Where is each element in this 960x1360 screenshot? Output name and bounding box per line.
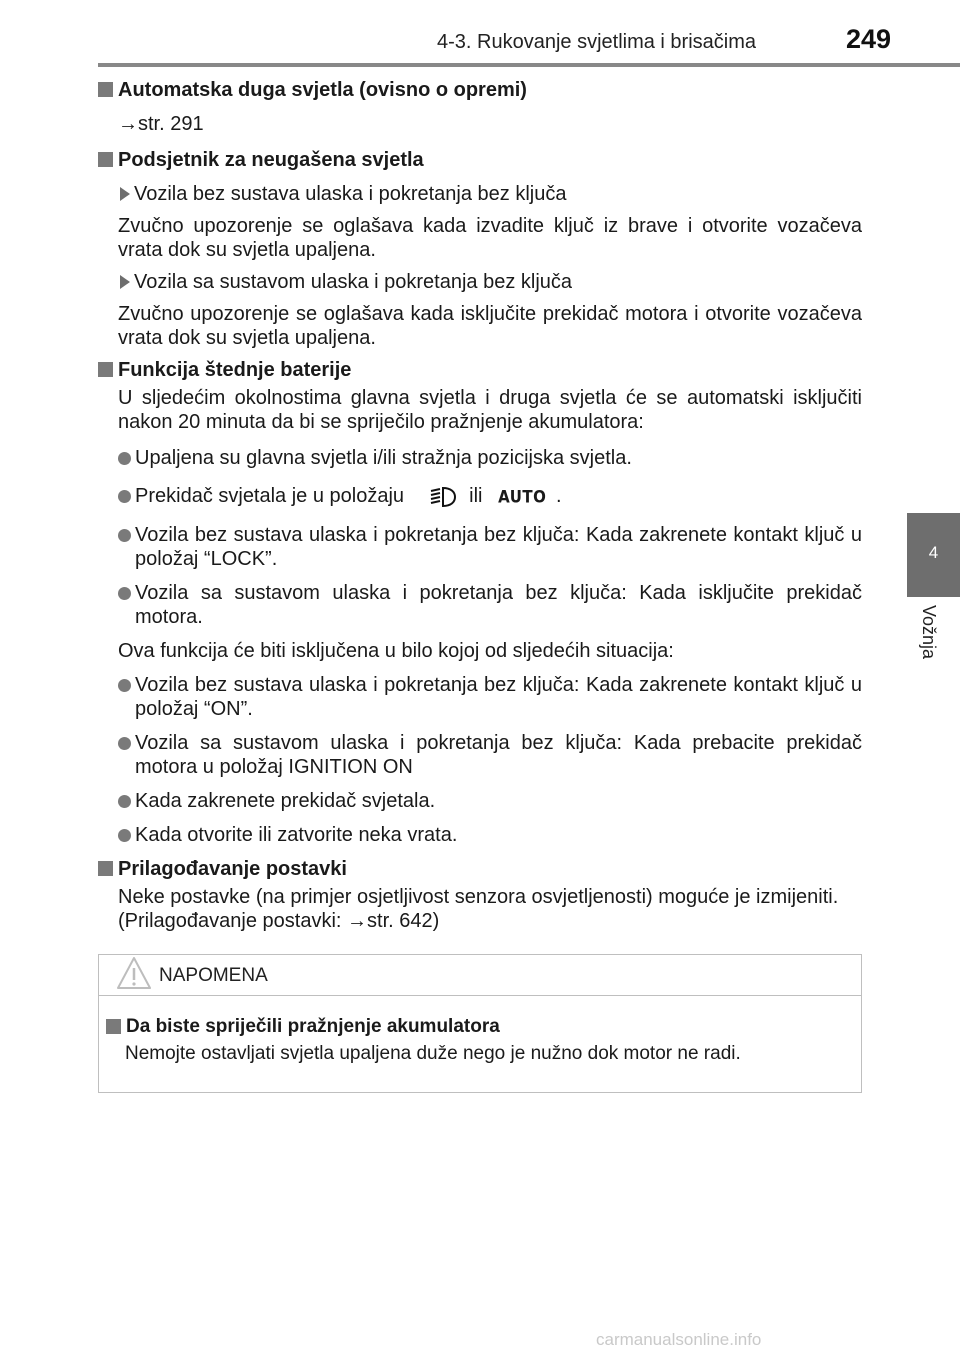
main-content [98,78,862,941]
triangle-bullet-icon [120,187,130,201]
triangle-bullet-icon [120,275,130,289]
chapter-number: 4 [928,543,939,562]
header-rule [98,63,960,67]
list-item: Kada otvorite ili zatvorite neka vrata. [118,823,862,847]
auto-symbol: AUTO [498,486,547,507]
subsection-title: Vozila sa sustavom ulaska i pokretanja bez ključa [118,270,862,294]
page-reference: →str. 291 [118,113,204,135]
list-item: Vozila bez sustava ulaska i pokretanja bez ključa: Kada zakrenete kontakt ključ u položaj “ON”. [118,673,862,721]
list-item: Prekidač svjetala je u položaju ili AUTO . [118,484,862,509]
round-bullet-icon [118,737,131,750]
paragraph: U sljedećim okolnostima glavna svjetla i druga svjetla će se automatski isključiti nakon 20 minuta da bi se spriječilo pražnjenje akumulatora: [118,387,862,433]
square-bullet-icon [98,861,113,876]
notice-header [99,955,861,996]
list-item: Vozila bez sustava ulaska i pokretanja bez ključa: Kada zakrenete kontakt ključ u položaj “LOCK”. [118,523,862,571]
running-header: 4-3. Rukovanje svjetlima i brisačima [437,31,757,53]
chapter-label: Vožnja [919,605,939,660]
notice-text: Nemojte ostavljati svjetla upaljena duže nego je nužno dok motor ne radi. [125,1043,741,1064]
round-bullet-icon [118,679,131,692]
section-heading: Funkcija štednje baterije [98,358,862,382]
square-bullet-icon [106,1019,121,1034]
watermark: carmanualsonline.info [596,1330,762,1349]
round-bullet-icon [118,829,131,842]
section-heading: Prilagođavanje postavki [98,857,862,881]
list-item: Vozila sa sustavom ulaska i pokretanja bez ključa: Kada prebacite prekidač motora u položaj IGNITION ON [118,731,862,779]
page-number: 249 [846,24,892,54]
list-item: Upaljena su glavna svjetla i/ili stražnja pozicijska svjetla. [118,446,862,470]
subsection-title: Vozila bez sustava ulaska i pokretanja bez ključa [118,182,862,206]
headlamp-symbol-icon [428,485,458,509]
paragraph: (Prilagođavanje postavki: →str. 642) [118,909,440,932]
round-bullet-icon [118,529,131,542]
square-bullet-icon [98,82,113,97]
section-heading: Podsjetnik za neugašena svjetla [98,148,862,172]
list-item: Vozila sa sustavom ulaska i pokretanja bez ključa: Kada isključite prekidač motora. [118,581,862,629]
paragraph: Zvučno upozorenje se oglašava kada isključite prekidač motora i otvorite vozačeva vrata dok su svjetla upaljena. [118,303,862,349]
round-bullet-icon [118,452,131,465]
warning-icon [115,955,153,991]
list-item: Kada zakrenete prekidač svjetala. [118,789,862,813]
round-bullet-icon [118,490,131,503]
notice-title: NAPOMENA [159,965,268,986]
notice-box [98,954,862,1093]
round-bullet-icon [118,795,131,808]
square-bullet-icon [98,362,113,377]
paragraph: Ova funkcija će biti isključena u bilo kojoj od sljedećih situacija: [118,639,674,662]
paragraph: Zvučno upozorenje se oglašava kada izvadite ključ iz brave i otvorite vozačeva vrata dok su svjetla upaljena. [118,215,862,261]
section-heading: Automatska duga svjetla (ovisno o opremi) [98,78,862,102]
round-bullet-icon [118,587,131,600]
notice-heading: Da biste spriječili pražnjenje akumulatora [106,1016,500,1038]
chapter-tab [907,513,960,597]
paragraph: Neke postavke (na primjer osjetljivost senzora osvjetljenosti) moguće je izmijeniti. [118,885,839,908]
square-bullet-icon [98,152,113,167]
